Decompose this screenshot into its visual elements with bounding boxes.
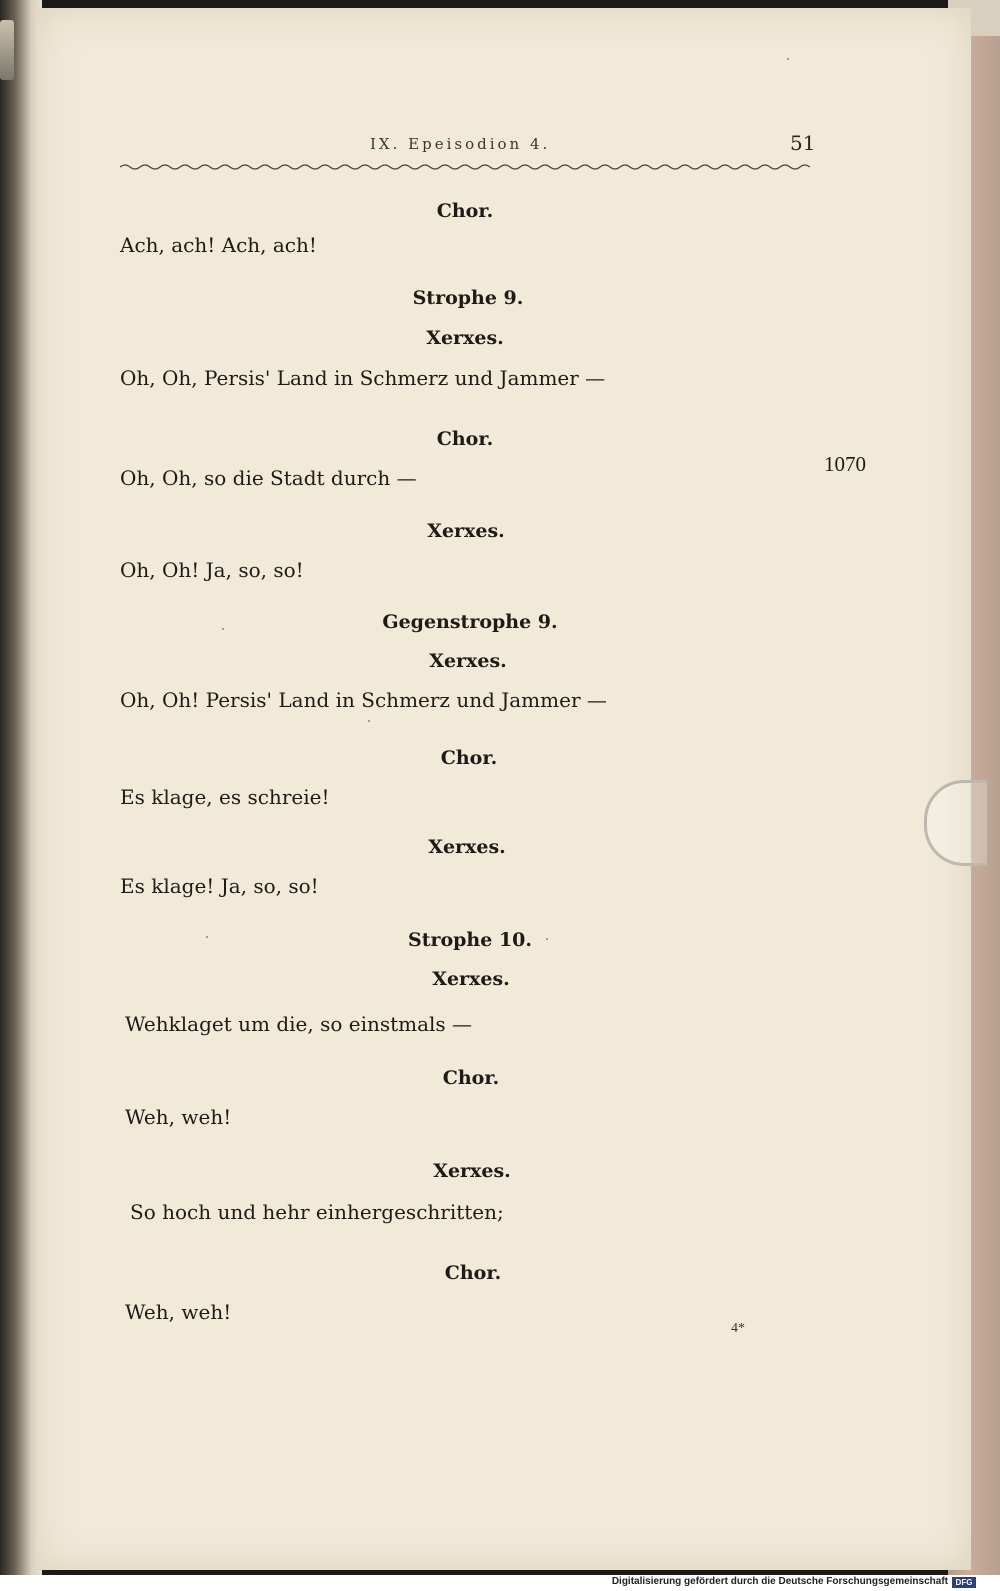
- paper-speck: [368, 720, 370, 722]
- signature-mark: 4*: [731, 1321, 745, 1336]
- speaker-chor: Chor.: [444, 1262, 502, 1284]
- speaker-chor: Chor.: [440, 747, 498, 769]
- page-number: 51: [790, 131, 816, 155]
- verse-line: Oh, Oh, so die Stadt durch —: [120, 466, 417, 490]
- strophe-heading: Strophe 10.: [407, 929, 533, 951]
- verse-line: Wehklaget um die, so einstmals —: [125, 1012, 473, 1036]
- verse-line: So hoch und hehr einhergeschritten;: [130, 1200, 504, 1224]
- verse-line: Weh, weh!: [125, 1300, 232, 1324]
- speaker-xerxes: Xerxes.: [432, 968, 510, 990]
- verse-line: Oh, Oh, Persis' Land in Schmerz und Jammer —: [120, 366, 606, 390]
- verse-line: Weh, weh!: [125, 1105, 232, 1129]
- speaker-chor: Chor.: [442, 1067, 500, 1089]
- verse-line: Oh, Oh! Persis' Land in Schmerz und Jammer —: [120, 688, 607, 712]
- verse-line: Ach, ach! Ach, ach!: [120, 233, 317, 257]
- speaker-xerxes: Xerxes.: [428, 836, 506, 858]
- digitization-footer: [0, 1575, 1000, 1591]
- funding-credit: Digitalisierung gefördert durch die Deutsche Forschungsgemeinschaft: [611, 1576, 948, 1587]
- paper-speck: [787, 58, 789, 60]
- speaker-chor: Chor.: [436, 200, 494, 222]
- verse-line: Oh, Oh! Ja, so, so!: [120, 558, 304, 582]
- speaker-xerxes: Xerxes.: [427, 520, 505, 542]
- speaker-xerxes: Xerxes.: [429, 650, 507, 672]
- strophe-heading: Strophe 9.: [412, 287, 524, 309]
- line-number: 1070: [824, 452, 866, 476]
- antistrophe-heading: Gegenstrophe 9.: [382, 611, 558, 633]
- dfg-logo: DFG: [952, 1577, 976, 1588]
- speaker-xerxes: Xerxes.: [433, 1160, 511, 1182]
- speaker-chor: Chor.: [436, 428, 494, 450]
- verse-line: Es klage, es schreie!: [120, 785, 330, 809]
- wavy-rule: [120, 160, 810, 174]
- verse-line: Es klage! Ja, so, so!: [120, 874, 319, 898]
- paper-speck: [222, 628, 224, 630]
- speaker-xerxes: Xerxes.: [426, 327, 504, 349]
- paper-speck: [546, 938, 548, 940]
- running-title: IX. Epeisodion 4.: [370, 135, 551, 153]
- paper-speck: [206, 936, 208, 938]
